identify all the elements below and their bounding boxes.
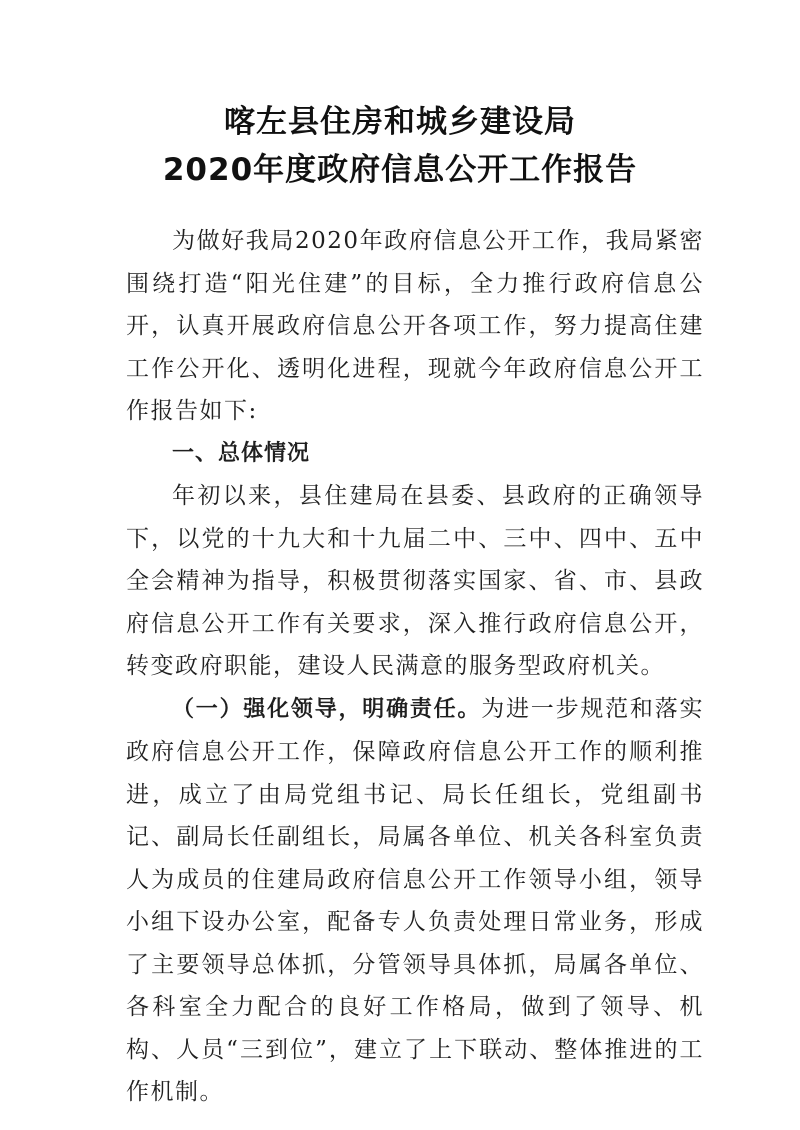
title-line-agency: 喀左县住房和城乡建设局 (224, 104, 576, 140)
subsection-paragraph-leadership (126, 688, 704, 1114)
title-line-report: 2020年度政府信息公开工作报告 (162, 152, 638, 188)
intro-paragraph: 为做好我局2020年政府信息公开工作，我局紧密围绕打造“阳光住建”的目标，全力推行政府信息公开，认真开展政府信息公开各项工作，努力提高住建工作公开化、透明化进程，现就今年政府信息公开工作报告如下: (126, 228, 704, 424)
section-paragraph-overall: 年初以来，县住建局在县委、县政府的正确领导下，以党的十九大和十九届二中、三中、四中、五中全会精神为指导，积极贯彻落实国家、省、市、县政府信息公开工作有关要求，深入推行政府信息公开，转变政府职能，建设人民满意的服务型政府机关。 (126, 483, 704, 679)
subsection-lead-leadership: （一）强化领导，明确责任。 (172, 696, 482, 722)
document-title (0, 98, 800, 194)
document-body (126, 220, 704, 1114)
section-heading-overall: 一、总体情况 (172, 440, 311, 466)
subsection-body-leadership: 为进一步规范和落实政府信息公开工作，保障政府信息公开工作的顺利推进，成立了由局党组书记、局长任组长，党组副书记、副局长任副组长，局属各单位、机关各科室负责人为成员的住建局政府信息公开工作领导小组，领导小组下设办公室，配备专人负责处理日常业务，形成了主要领导总体抓，分管领导具体抓，局属各单位、各科室全力配合的良好工作格局，做到了领导、机构、人员“三到位”，建立了上下联动、整体推进的工作机制。 (126, 695, 704, 1105)
